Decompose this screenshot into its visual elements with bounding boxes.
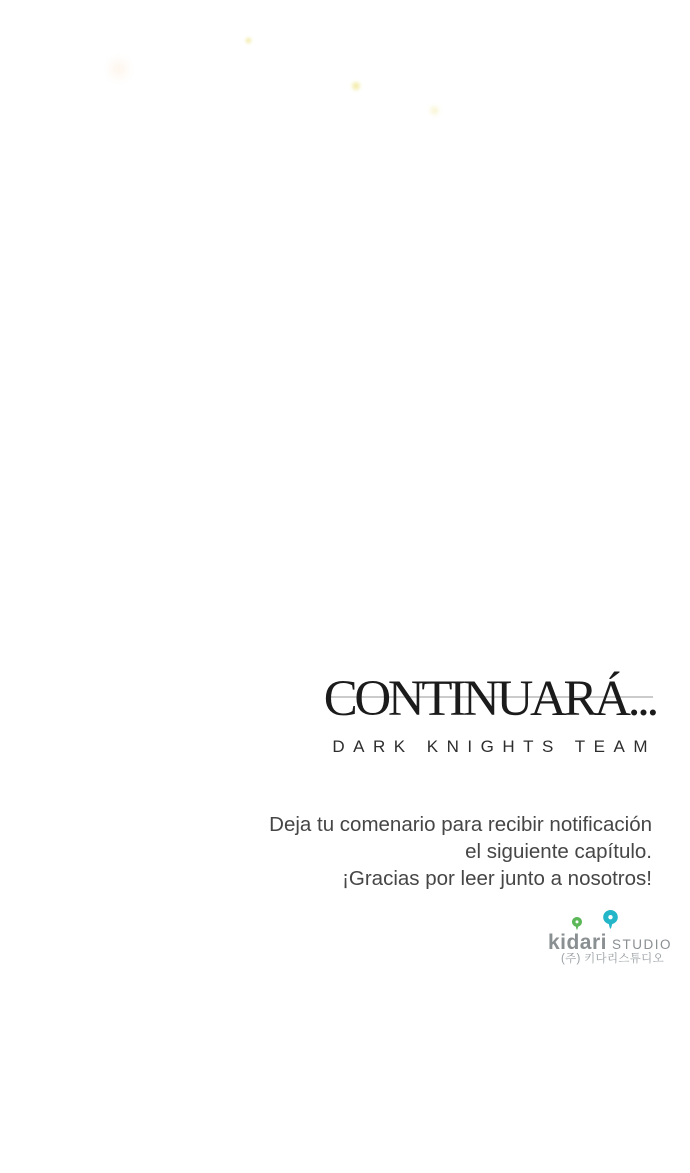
reader-message-line: el siguiente capítulo. — [465, 840, 652, 863]
ending-title-block — [324, 669, 656, 729]
teal-balloon-icon — [603, 910, 618, 929]
kidari-studio-logo — [547, 906, 674, 968]
sparkle-dot — [244, 36, 253, 45]
reader-message — [269, 811, 652, 892]
faint-peach-glow — [104, 56, 134, 82]
reader-message-line: Deja tu comenario para recibir notificación — [269, 813, 652, 836]
studio-suffix: STUDIO — [611, 937, 672, 952]
green-balloon-icon — [572, 917, 582, 930]
studio-korean-name: (주) 키다리스튜디오 — [560, 953, 664, 965]
sparkle-dot — [429, 105, 440, 116]
ending-title: CONTINUARÁ... — [323, 671, 656, 727]
sparkle-dot — [350, 80, 362, 92]
team-credit: DARK KNIGHTS TEAM — [332, 737, 656, 756]
reader-message-line: ¡Gracias por leer junto a nosotros! — [342, 867, 652, 890]
studio-name: kidari — [547, 931, 607, 954]
